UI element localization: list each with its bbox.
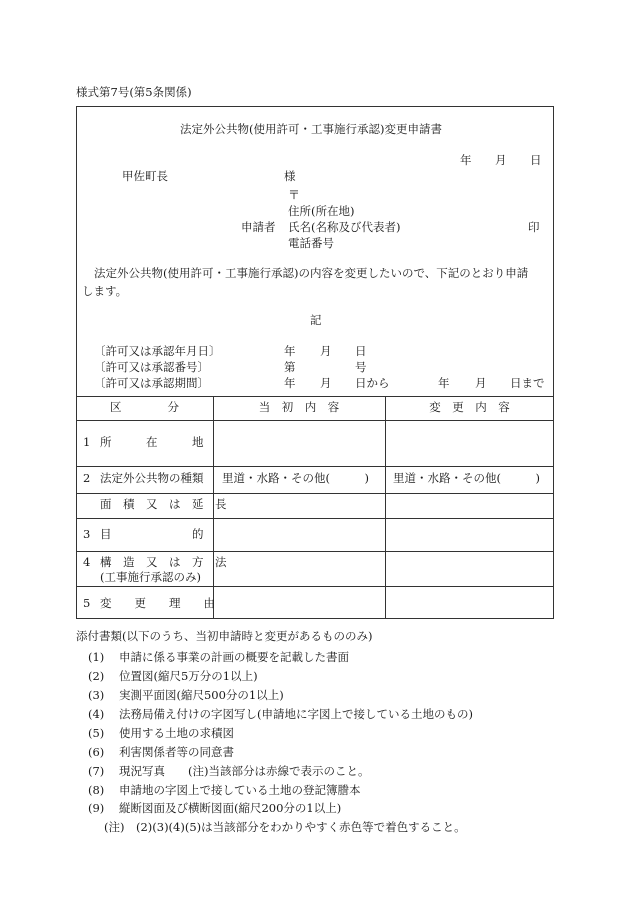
table-row-rule: [76, 518, 554, 519]
attachment-num: (3): [88, 688, 105, 702]
applicant-phone: 電話番号: [288, 236, 334, 250]
date-year: 年: [460, 153, 472, 167]
date-day: 日: [530, 153, 542, 167]
body-text-line1: 法定外公共物(使用許可・工事施行承認)の内容を変更したいので、下記のとおり申請: [94, 266, 529, 280]
row-change-value[interactable]: 里道・水路・その他( ): [393, 471, 540, 485]
period-day2: 日まで: [510, 376, 545, 390]
row-label-type: 法定外公共物の種類: [100, 471, 204, 485]
permit-date-year: 年: [284, 344, 296, 358]
row-label-purpose: 目 的: [100, 527, 204, 541]
addressee-honorific: 様: [284, 169, 296, 183]
table-header-rule: [76, 420, 554, 421]
row-label-structure: 構 造 又 は 方 法: [100, 555, 227, 569]
row-number: 3: [83, 527, 91, 541]
attachment-num: (8): [88, 783, 105, 797]
attachment-text: 現況写真 (注)当該部分は赤線で表示のこと。: [119, 764, 370, 778]
period-year1: 年: [284, 376, 296, 390]
attachment-text: 縦断図面及び横断図面(縮尺200分の1以上): [119, 801, 342, 815]
table-top-rule: [76, 396, 554, 397]
table-row-rule: [76, 586, 554, 587]
applicant-name: 氏名(名称及び代表者): [288, 220, 401, 234]
attachment-text: 利害関係者等の同意書: [119, 745, 234, 759]
attachments-note: (注) (2)(3)(4)(5)は当該部分をわかりやすく赤色等で着色すること。: [104, 820, 466, 834]
permit-period-label: 〔許可又は承認期間〕: [94, 376, 209, 390]
ki-mark: 記: [310, 313, 322, 327]
permit-number-suffix: 号: [355, 360, 367, 374]
row-label-area: 面 積 又 は 延 長: [100, 497, 227, 511]
row-label-structure-note: (工事施行承認のみ): [100, 570, 201, 584]
body-text-line2: します。: [82, 284, 128, 298]
row-number: 5: [83, 596, 91, 610]
attachments-heading: 添付書類(以下のうち、当初申請時と変更があるもののみ): [76, 629, 373, 643]
attachment-num: (2): [88, 669, 105, 683]
permit-date-day: 日: [355, 344, 367, 358]
attachment-num: (1): [88, 650, 105, 664]
attachment-text: 位置図(縮尺5万分の1以上): [119, 669, 258, 683]
form-number: 様式第7号(第5条関係): [76, 85, 192, 99]
attachment-num: (5): [88, 726, 105, 740]
row-number: 2: [83, 471, 91, 485]
permit-number-prefix: 第: [284, 360, 296, 374]
attachment-text: 申請に係る事業の計画の概要を記載した書面: [119, 650, 349, 664]
table-row-rule: [76, 551, 554, 552]
attachment-text: 法務局備え付けの字図写し(申請地に字図上で接している土地のもの): [119, 707, 473, 721]
permit-number-label: 〔許可又は承認番号〕: [94, 360, 209, 374]
postal-mark: 〒: [288, 188, 301, 202]
table-row-rule: [76, 493, 554, 494]
applicant-label: 申請者: [241, 220, 276, 234]
table-col-rule: [385, 396, 386, 619]
attachment-num: (4): [88, 707, 105, 721]
form-title: 法定外公共物(使用許可・工事施行承認)変更申請書: [180, 122, 442, 136]
permit-date-label: 〔許可又は承認年月日〕: [94, 344, 221, 358]
table-header-category: 区 分: [110, 400, 179, 414]
seal-mark: 印: [528, 220, 540, 234]
attachment-text: 使用する土地の求積図: [119, 726, 234, 740]
addressee-name: 甲佐町長: [122, 169, 168, 183]
attachment-text: 申請地の字図上で接している土地の登記簿謄本: [119, 783, 361, 797]
date-month: 月: [495, 153, 507, 167]
permit-date-month: 月: [320, 344, 332, 358]
row-number: 1: [83, 435, 91, 449]
attachment-num: (9): [88, 801, 105, 815]
attachment-num: (6): [88, 745, 105, 759]
period-day1: 日から: [355, 376, 390, 390]
table-header-change: 変 更 内 容: [429, 400, 510, 414]
row-label-reason: 変 更 理 由: [100, 596, 215, 610]
attachment-num: (7): [88, 764, 105, 778]
row-initial-value[interactable]: 里道・水路・その他( ): [222, 471, 369, 485]
period-year2: 年: [438, 376, 450, 390]
row-label-location: 所 在 地: [100, 435, 204, 449]
applicant-address: 住所(所在地): [288, 204, 355, 218]
period-month2: 月: [475, 376, 487, 390]
period-month1: 月: [320, 376, 332, 390]
table-header-initial: 当 初 内 容: [258, 400, 340, 414]
row-number: 4: [83, 555, 91, 569]
table-row-rule: [76, 466, 554, 467]
attachment-text: 実測平面図(縮尺500分の1以上): [119, 688, 284, 702]
